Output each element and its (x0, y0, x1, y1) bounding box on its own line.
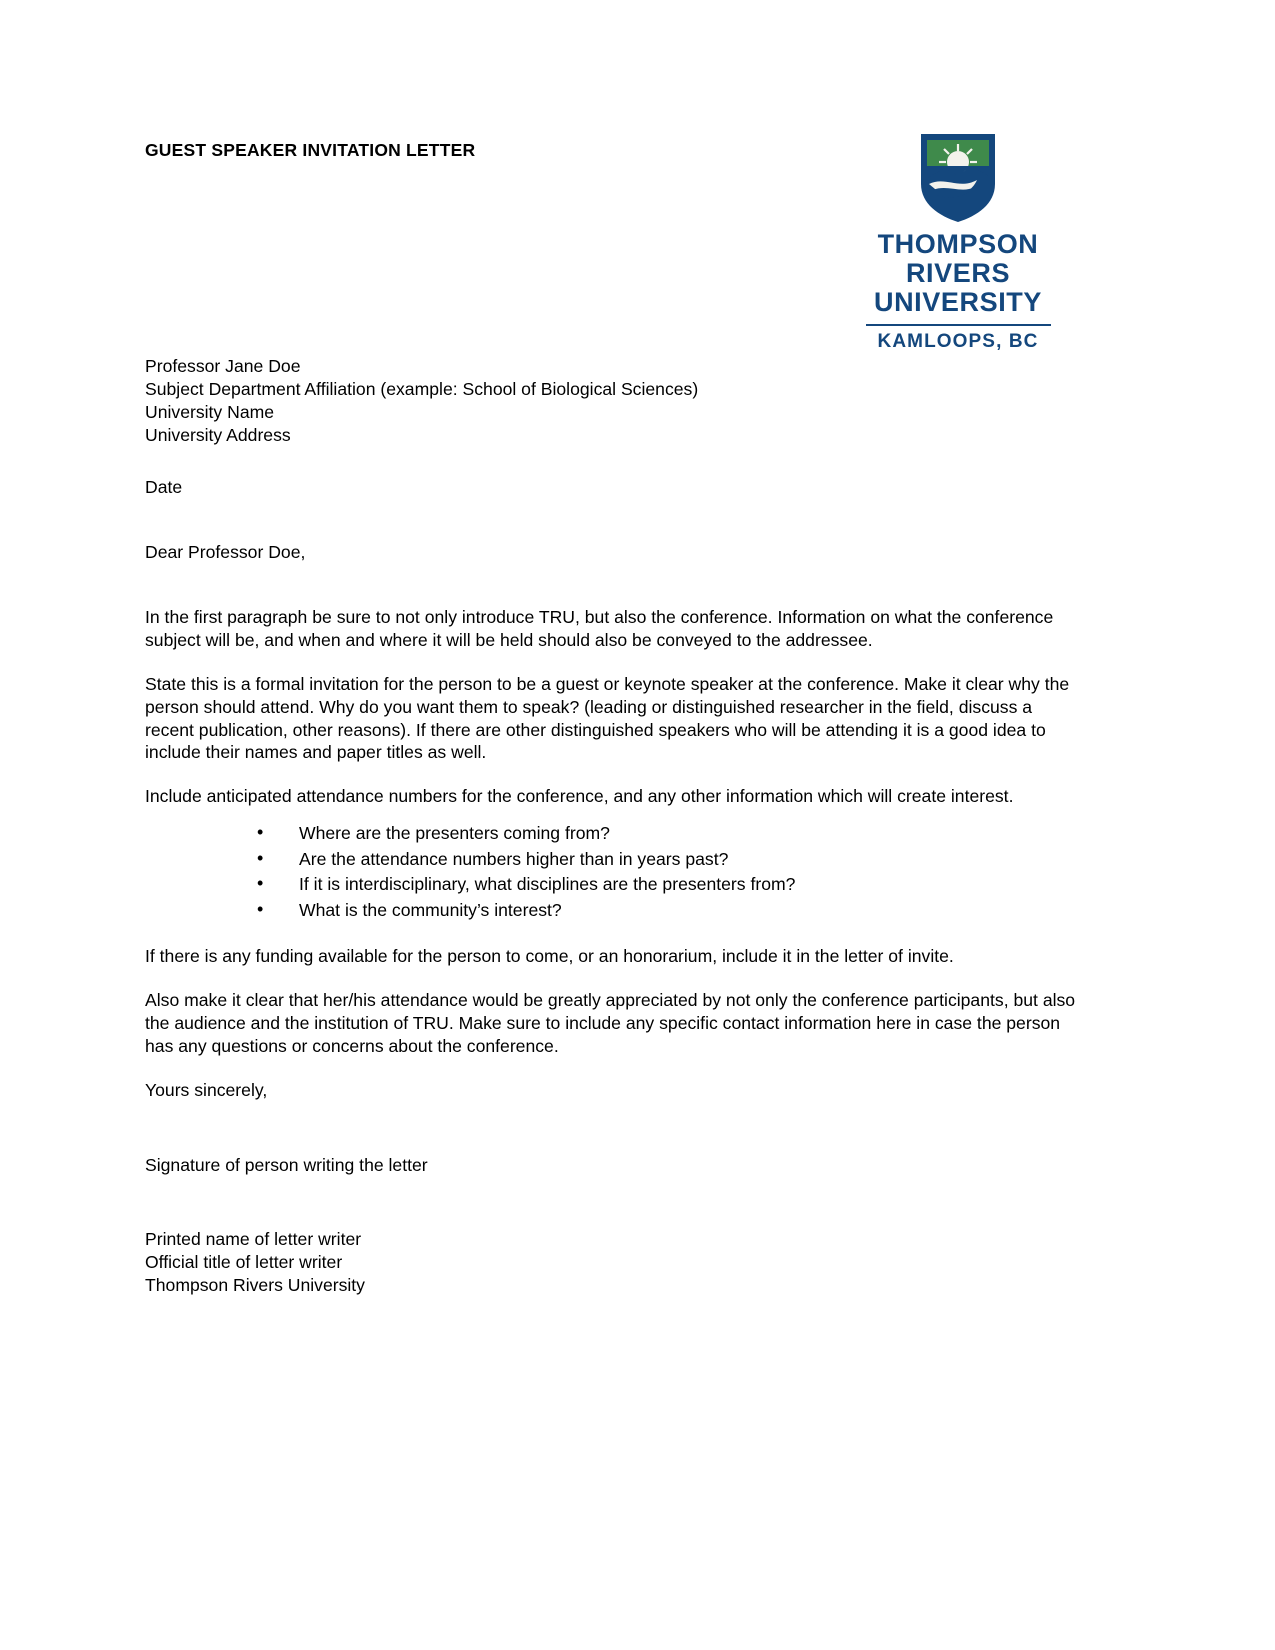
spacer (145, 564, 1080, 606)
spacer (145, 764, 1080, 785)
list-item: • Where are the presenters coming from? (257, 822, 1080, 845)
paragraph-4: If there is any funding available for the person to come, or an honorarium, include it in the letter of invite. (145, 946, 954, 967)
logo-line-location: KAMLOOPS, BC (877, 331, 1039, 353)
salutation: Dear Professor Doe, (145, 542, 306, 563)
paragraph-3: Include anticipated attendance numbers for the conference, and any other information which will create interest. (145, 786, 1014, 807)
paragraph-2: State this is a formal invitation for the person to be a guest or keynote speaker at the conference. Make it clear why the person should attend. Why do you want them to speak? (leading or distinguished researcher in the field, discuss a recent publication, other reasons). If there are other distinguished speakers who will be attending it is a good idea to include their names and paper titles as well. (145, 673, 1070, 763)
spacer (145, 652, 1080, 673)
logo-line-university: UNIVERSITY (873, 287, 1043, 318)
spacer (145, 924, 1080, 945)
spacer (145, 1176, 1080, 1228)
logo-line-thompson-rivers: THOMPSON RIVERS (877, 229, 1039, 289)
spacer (145, 1058, 1080, 1079)
recipient-university: University Name (145, 401, 275, 422)
list-item: • What is the community’s interest? (257, 899, 1080, 922)
recipient-address-line: University Address (145, 424, 291, 445)
spacer (145, 968, 1080, 989)
questions-list (145, 822, 1080, 921)
sign-off: Yours sincerely, (145, 1079, 268, 1100)
list-item: • Are the attendance numbers higher than in years past? (257, 848, 1080, 871)
spacer (145, 446, 1080, 476)
recipient-department: Subject Department Affiliation (example: School of Biological Sciences) (145, 378, 699, 399)
logo-divider (866, 324, 1051, 326)
institution-name: Thompson Rivers University (145, 1275, 365, 1296)
signature-placeholder: Signature of person writing the letter (145, 1154, 428, 1175)
official-title: Official title of letter writer (145, 1252, 343, 1273)
tru-logo (838, 132, 1078, 353)
paragraph-1: In the first paragraph be sure to not only introduce TRU, but also the conference. Information on what the conference subject will be, and when and where it will be held should also be conveyed to the addressee. (145, 607, 1054, 651)
logo-wordmark (838, 230, 1078, 353)
letter-body (145, 355, 1080, 1297)
recipient-address (145, 355, 1080, 446)
date-line: Date (145, 477, 183, 498)
paragraph-5: Also make it clear that her/his attendance would be greatly appreciated by not only the conference participants, but also the audience and the institution of TRU. Make sure to include any specific contact information here in case the person has any questions or concerns about the conference. (145, 990, 1076, 1056)
page-title: GUEST SPEAKER INVITATION LETTER (145, 140, 476, 160)
tru-shield-icon (838, 132, 1078, 224)
spacer (145, 1102, 1080, 1154)
list-item: • If it is interdisciplinary, what disciplines are the presenters from? (257, 873, 1080, 896)
spacer (145, 499, 1080, 541)
recipient-name: Professor Jane Doe (145, 356, 301, 376)
printed-name: Printed name of letter writer (145, 1229, 362, 1250)
signature-block (145, 1228, 1080, 1297)
